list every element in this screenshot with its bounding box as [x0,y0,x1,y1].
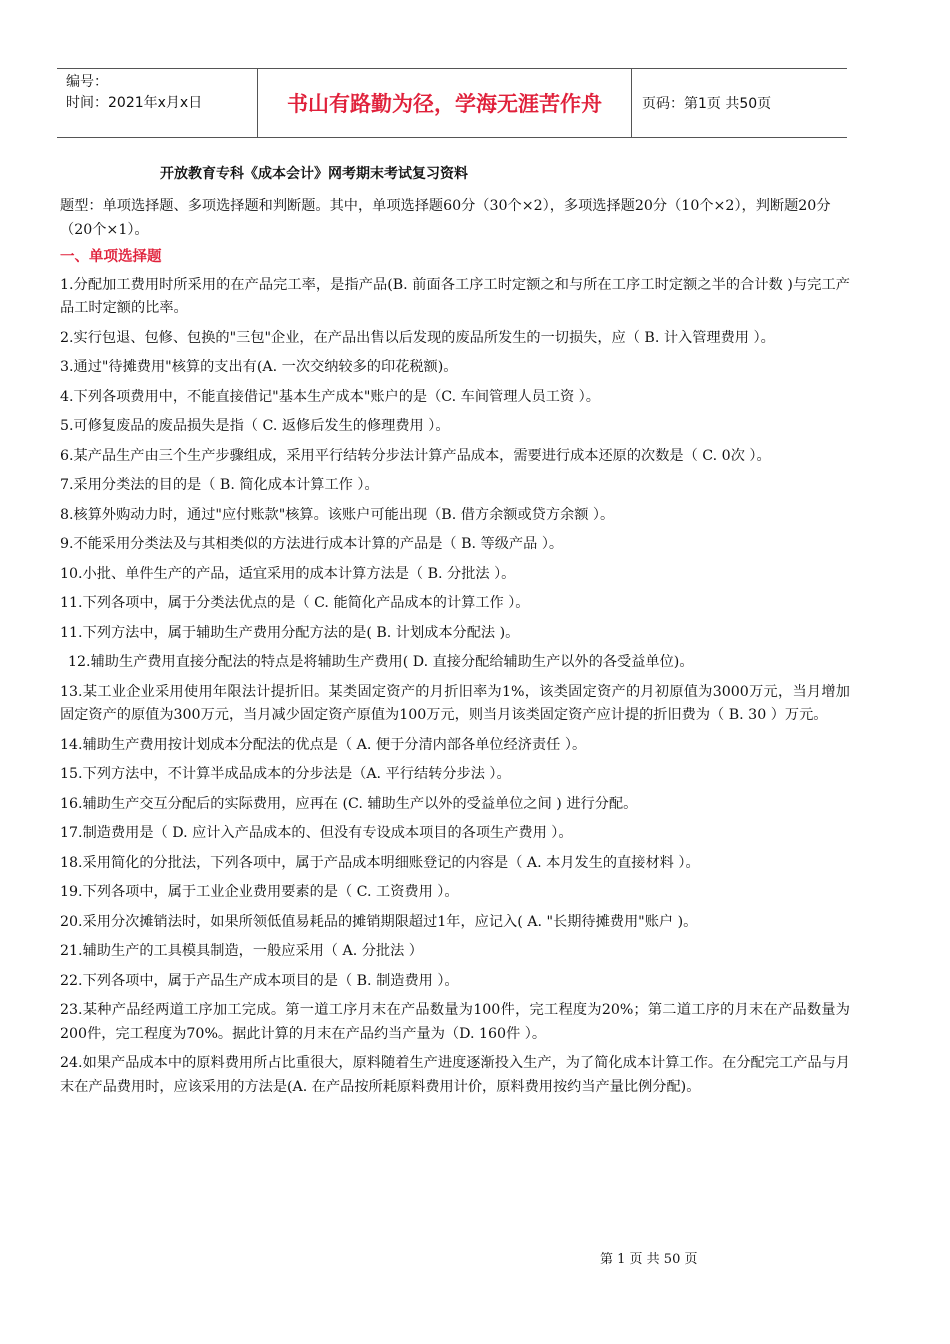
header-motto: 书山有路勤为径，学海无涯苦作舟 [257,69,632,137]
number-label: 编号： [66,74,108,90]
question-item: 19.下列各项中，属于工业企业费用要素的是（ C. 工资费用 ）。 [60,884,459,900]
page-footer: 第 1 页 共 50 页 [600,1252,698,1267]
header-meta [57,69,257,137]
question-item: 13.某工业企业采用使用年限法计提折旧。某类固定资产的月折旧率为1%，该类固定资产的月初原值为3000万元，当月增加固定资产的原值为300万元，当月减少固定资产原值为100万元，则当月该类固定资产应计提的折旧费为（ B. 30 ）万元。 [60,683,850,723]
question-item: 10.小批、单件生产的产品，适宜采用的成本计算方法是（ B. 分批法 ）。 [60,565,516,582]
question-item: 17.制造费用是（ D. 应计入产品成本的、但没有专设成本项目的各项生产费用 ）。 [60,825,573,841]
page-header [57,68,847,138]
header-page-code: 页码：第1页 共50页 [642,96,772,112]
question-item: 3.通过"待摊费用"核算的支出有(A. 一次交纳较多的印花税额)。 [60,359,458,375]
question-item: 12.辅助生产费用直接分配法的特点是将辅助生产费用( D. 直接分配给辅助生产以外的各受益单位)。 [68,654,694,670]
question-item: 11.下列各项中，属于分类法优点的是（ C. 能简化产品成本的计算工作 ）。 [60,595,530,611]
question-item: 6.某产品生产由三个生产步骤组成，采用平行结转分步法计算产品成本，需要进行成本还原的次数是（ C. 0次 ）。 [60,447,771,464]
document-body [60,195,850,1105]
document-title: 开放教育专科《成本会计》网考期末考试复习资料 [160,166,468,182]
time-label: 时间：2021年x月x日 [66,95,203,111]
question-item: 4.下列各项费用中，不能直接借记"基本生产成本"账户的是（C. 车间管理人员工资 ）。 [60,388,600,405]
question-item: 16.辅助生产交互分配后的实际费用，应再在 (C. 辅助生产以外的受益单位之间 ) 进行分配。 [60,795,638,812]
question-item: 2.实行包退、包修、包换的"三包"企业，在产品出售以后发现的废品所发生的一切损失，应（ B. 计入管理费用 ）。 [60,329,775,346]
question-item: 22.下列各项中，属于产品生产成本项目的是（ B. 制造费用 ）。 [60,972,459,989]
section-heading: 一、单项选择题 [60,249,162,265]
question-item: 8.核算外购动力时，通过"应付账款"核算。该账户可能出现（B. 借方余额或贷方余额 ）。 [60,506,615,523]
question-list [60,274,850,1100]
question-item: 9.不能采用分类法及与其相类似的方法进行成本计算的产品是（ B. 等级产品 ）。 [60,536,564,552]
question-item: 1.分配加工费用时所采用的在产品完工率，是指产品(B. 前面各工序工时定额之和与所在工序工时定额之半的合计数 )与完工产品工时定额的比率。 [60,276,850,316]
question-item: 14.辅助生产费用按计划成本分配法的优点是（ A. 便于分清内部各单位经济责任 ）。 [60,736,587,753]
question-item: 11.下列方法中，属于辅助生产费用分配方法的是( B. 计划成本分配法 )。 [60,624,520,641]
question-item: 5.可修复废品的废品损失是指（ C. 返修后发生的修理费用 ）。 [60,418,450,434]
question-item: 7.采用分类法的目的是（ B. 简化成本计算工作 ）。 [60,477,379,493]
question-item: 18.采用简化的分批法，下列各项中，属于产品成本明细账登记的内容是（ A. 本月发生的直接材料 ）。 [60,854,700,871]
question-item: 15.下列方法中，不计算半成品成本的分步法是（A. 平行结转分步法 ）。 [60,766,511,782]
question-item: 24.如果产品成本中的原料费用所占比重很大，原料随着生产进度逐渐投入生产，为了简化成本计算工作。在分配完工产品与月末在产品费用时，应该采用的方法是(A. 在产品按所耗原料费用计价，原料费用按约当产量比例分配)。 [60,1055,850,1095]
question-item: 20.采用分次摊销法时，如果所领低值易耗品的摊销期限超过1年，应记入( A. "长期待摊费用"账户 )。 [60,913,698,930]
question-item: 21.辅助生产的工具模具制造，一般应采用（ A. 分批法 ） [60,943,423,959]
question-item: 23.某种产品经两道工序加工完成。第一道工序月末在产品数量为100件，完工程度为20%；第二道工序的月末在产品数量为200件，完工程度为70%。据此计算的月末在产品约当产量为（D. 160件 ）。 [60,1002,850,1042]
intro-paragraph: 题型：单项选择题、多项选择题和判断题。其中，单项选择题60分（30个×2），多项选择题20分（10个×2），判断题20分（20个×1）。 [60,198,831,238]
